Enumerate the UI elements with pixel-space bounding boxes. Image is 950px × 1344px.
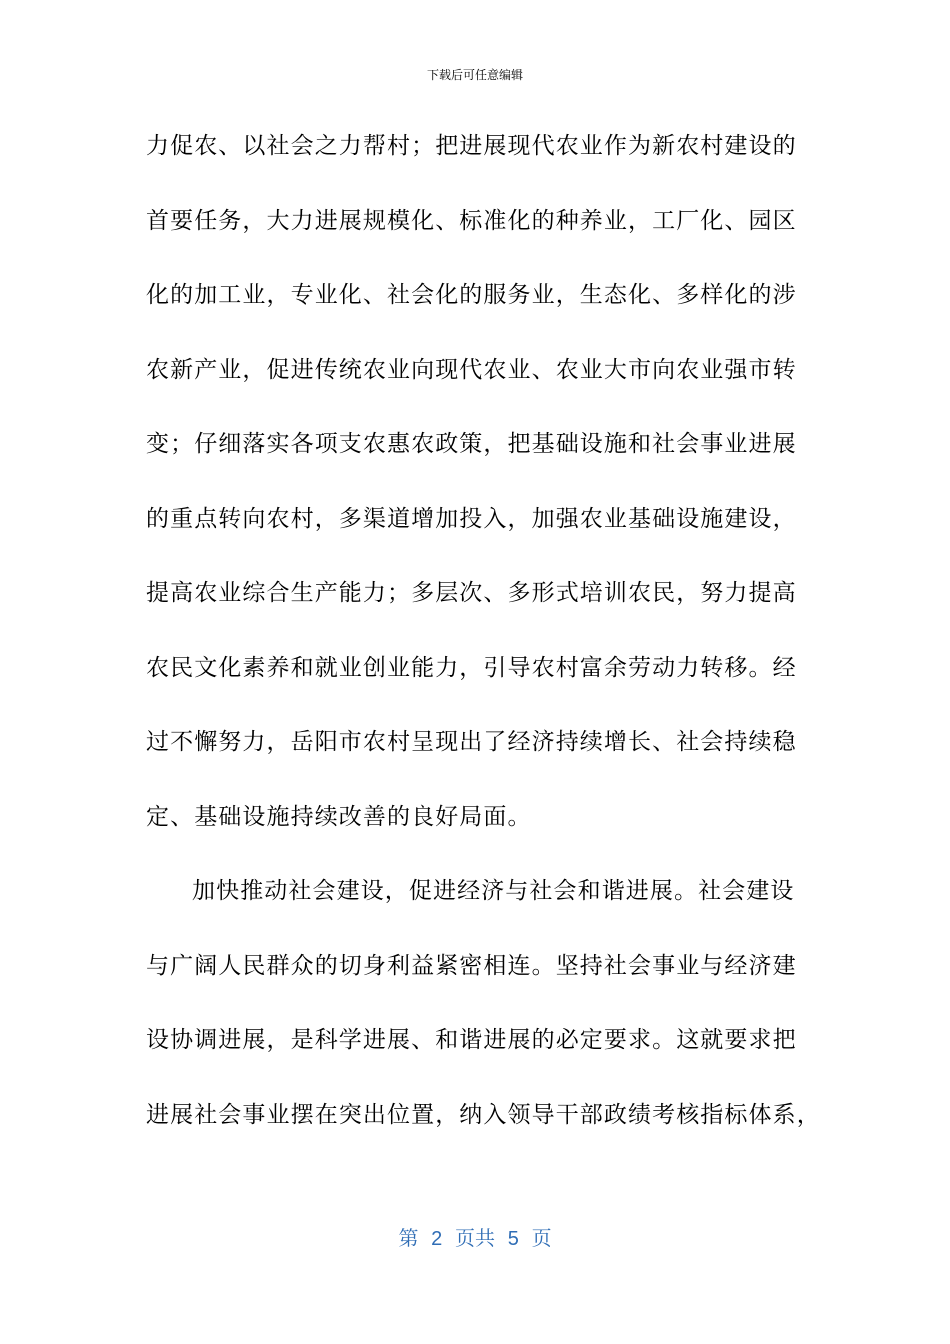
text-line: 变；仔细落实各项支农惠农政策，把基础设施和社会事业进展 xyxy=(146,431,797,457)
document-body xyxy=(146,127,821,1170)
text-line: 化的加工业，专业化、社会化的服务业，生态化、多样化的涉 xyxy=(146,282,797,308)
footer-prefix: 第 xyxy=(398,1226,419,1250)
text-line: 农民文化素养和就业创业能力，引导农村富余劳动力转移。经 xyxy=(146,654,797,681)
text-line: 定、基础设施持续改善的良好局面。 xyxy=(146,803,532,830)
text-line: 与广阔人民群众的切身利益紧密相连。坚持社会事业与经济建 xyxy=(146,952,797,979)
text-line: 过不懈努力，岳阳市农村呈现出了经济持续增长、社会持续稳 xyxy=(146,729,797,755)
text-line: 力促农、以社会之力帮村；把进展现代农业作为新农村建设的 xyxy=(146,133,797,159)
page-footer xyxy=(0,1224,950,1253)
text-line: 进展社会事业摆在突出位置，纳入领导干部政绩考核指标体系， xyxy=(146,1101,821,1128)
current-page-number: 2 xyxy=(431,1228,443,1250)
footer-suffix: 页 xyxy=(531,1226,552,1250)
text-line: 设协调进展，是科学进展、和谐进展的必定要求。这就要求把 xyxy=(146,1027,797,1053)
text-line: 提高农业综合生产能力；多层次、多形式培训农民，努力提高 xyxy=(146,580,797,606)
total-pages-number: 5 xyxy=(507,1228,519,1250)
text-line: 农新产业，促进传统农业向现代农业、农业大市向农业强市转 xyxy=(146,356,797,383)
text-line: 的重点转向农村，多渠道增加投入，加强农业基础设施建设， xyxy=(146,505,797,532)
page-header: 下载后可任意编辑 xyxy=(426,68,523,82)
paragraph-start-line: 加快推动社会建设，促进经济与社会和谐进展。社会建设 xyxy=(192,878,795,904)
footer-middle: 页共 xyxy=(455,1226,495,1250)
text-line: 首要任务，大力进展规模化、标准化的种养业，工厂化、园区 xyxy=(146,207,797,234)
